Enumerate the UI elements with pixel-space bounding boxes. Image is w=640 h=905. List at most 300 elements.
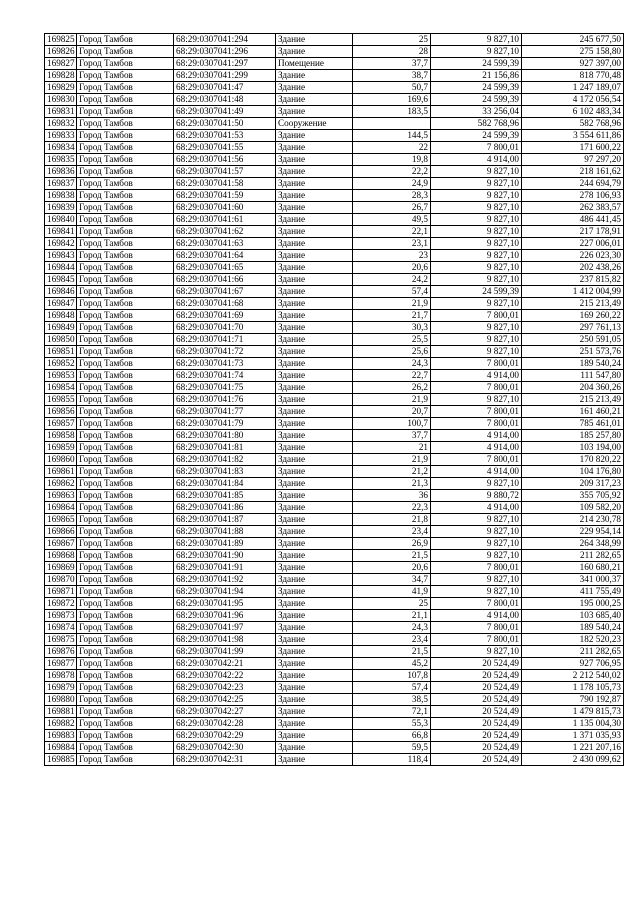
object-type-cell: Здание [276,550,353,562]
table-row [45,46,624,58]
object-type-cell: Здание [276,130,353,142]
cadastral-value-cell: 582 768,96 [522,118,624,130]
table-row [45,454,624,466]
city-cell: Город Тамбов [77,478,174,490]
object-type-cell: Здание [276,166,353,178]
cadastral-value-cell: 4 172 056,54 [522,94,624,106]
unit-price-cell: 9 827,10 [431,478,522,490]
city-cell: Город Тамбов [77,574,174,586]
object-type-cell: Здание [276,706,353,718]
object-type-cell: Здание [276,82,353,94]
row-number-cell: 169825 [45,34,77,46]
object-type-cell: Здание [276,754,353,766]
city-cell: Город Тамбов [77,562,174,574]
object-type-cell: Здание [276,634,353,646]
cadastral-number-cell: 68:29:0307041:62 [174,226,276,238]
cadastral-value-cell: 160 680,21 [522,562,624,574]
table-row [45,394,624,406]
city-cell: Город Тамбов [77,454,174,466]
table-row [45,166,624,178]
table-row [45,34,624,46]
cadastral-number-cell: 68:29:0307042:25 [174,694,276,706]
row-number-cell: 169832 [45,118,77,130]
area-cell: 24,2 [353,274,431,286]
table-row [45,682,624,694]
row-number-cell: 169884 [45,742,77,754]
unit-price-cell: 4 914,00 [431,442,522,454]
unit-price-cell: 9 827,10 [431,202,522,214]
object-type-cell: Здание [276,490,353,502]
unit-price-cell: 21 156,86 [431,70,522,82]
area-cell: 26,7 [353,202,431,214]
object-type-cell: Здание [276,526,353,538]
cadastral-number-cell: 68:29:0307041:87 [174,514,276,526]
unit-price-cell: 24 599,39 [431,130,522,142]
city-cell: Город Тамбов [77,586,174,598]
unit-price-cell: 20 524,49 [431,670,522,682]
city-cell: Город Тамбов [77,682,174,694]
table-row [45,142,624,154]
table-row [45,418,624,430]
unit-price-cell: 9 827,10 [431,346,522,358]
table-row [45,526,624,538]
cadastral-number-cell: 68:29:0307041:61 [174,214,276,226]
table-row [45,550,624,562]
area-cell: 28,3 [353,190,431,202]
cadastral-value-cell: 1 221 207,16 [522,742,624,754]
cadastral-value-cell: 1 135 004,30 [522,718,624,730]
cadastral-value-table [44,33,624,766]
cadastral-number-cell: 68:29:0307041:74 [174,370,276,382]
area-cell: 21,9 [353,394,431,406]
object-type-cell: Здание [276,442,353,454]
object-type-cell: Здание [276,34,353,46]
table-row [45,82,624,94]
cadastral-number-cell: 68:29:0307042:21 [174,658,276,670]
city-cell: Город Тамбов [77,310,174,322]
area-cell: 107,8 [353,670,431,682]
unit-price-cell: 9 827,10 [431,262,522,274]
area-cell: 57,4 [353,286,431,298]
city-cell: Город Тамбов [77,718,174,730]
cadastral-number-cell: 68:29:0307041:99 [174,646,276,658]
table-row [45,658,624,670]
object-type-cell: Здание [276,46,353,58]
cadastral-value-cell: 355 705,92 [522,490,624,502]
object-type-cell: Здание [276,214,353,226]
cadastral-value-cell: 1 178 105,73 [522,682,624,694]
unit-price-cell: 7 800,01 [431,562,522,574]
city-cell: Город Тамбов [77,406,174,418]
table-row [45,154,624,166]
row-number-cell: 169885 [45,754,77,766]
object-type-cell: Здание [276,610,353,622]
unit-price-cell: 7 800,01 [431,454,522,466]
area-cell: 21,7 [353,310,431,322]
cadastral-number-cell: 68:29:0307041:58 [174,178,276,190]
cadastral-value-cell: 195 000,25 [522,598,624,610]
unit-price-cell: 4 914,00 [431,502,522,514]
area-cell: 23,4 [353,526,431,538]
table-row [45,706,624,718]
area-cell [353,118,431,130]
object-type-cell: Здание [276,622,353,634]
cadastral-value-cell: 170 820,22 [522,454,624,466]
object-type-cell: Здание [276,358,353,370]
object-type-cell: Здание [276,262,353,274]
row-number-cell: 169834 [45,142,77,154]
unit-price-cell: 7 800,01 [431,418,522,430]
area-cell: 23,1 [353,238,431,250]
cadastral-number-cell: 68:29:0307041:77 [174,406,276,418]
row-number-cell: 169870 [45,574,77,586]
area-cell: 21,5 [353,550,431,562]
city-cell: Город Тамбов [77,154,174,166]
table-row [45,478,624,490]
unit-price-cell: 7 800,01 [431,142,522,154]
cadastral-value-cell: 278 106,93 [522,190,624,202]
city-cell: Город Тамбов [77,274,174,286]
city-cell: Город Тамбов [77,466,174,478]
object-type-cell: Здание [276,742,353,754]
row-number-cell: 169846 [45,286,77,298]
area-cell: 23,4 [353,634,431,646]
table-row [45,358,624,370]
cadastral-number-cell: 68:29:0307041:84 [174,478,276,490]
cadastral-value-cell: 169 260,22 [522,310,624,322]
table-row [45,646,624,658]
city-cell: Город Тамбов [77,334,174,346]
table-row [45,442,624,454]
row-number-cell: 169848 [45,310,77,322]
row-number-cell: 169836 [45,166,77,178]
area-cell: 37,7 [353,58,431,70]
table-row [45,610,624,622]
area-cell: 21,9 [353,454,431,466]
object-type-cell: Здание [276,190,353,202]
object-type-cell: Здание [276,154,353,166]
cadastral-value-cell: 251 573,76 [522,346,624,358]
area-cell: 21,5 [353,646,431,658]
object-type-cell: Здание [276,514,353,526]
row-number-cell: 169829 [45,82,77,94]
cadastral-number-cell: 68:29:0307041:73 [174,358,276,370]
cadastral-value-cell: 227 006,01 [522,238,624,250]
area-cell: 26,9 [353,538,431,550]
city-cell: Город Тамбов [77,430,174,442]
cadastral-number-cell: 68:29:0307041:69 [174,310,276,322]
cadastral-value-cell: 3 554 611,86 [522,130,624,142]
cadastral-number-cell: 68:29:0307041:50 [174,118,276,130]
area-cell: 50,7 [353,82,431,94]
object-type-cell: Здание [276,202,353,214]
area-cell: 59,5 [353,742,431,754]
city-cell: Город Тамбов [77,502,174,514]
row-number-cell: 169872 [45,598,77,610]
cadastral-value-cell: 2 430 099,62 [522,754,624,766]
cadastral-value-cell: 264 348,99 [522,538,624,550]
cadastral-number-cell: 68:29:0307041:76 [174,394,276,406]
object-type-cell: Здание [276,646,353,658]
cadastral-value-cell: 927 706,95 [522,658,624,670]
unit-price-cell: 24 599,39 [431,82,522,94]
row-number-cell: 169880 [45,694,77,706]
row-number-cell: 169840 [45,214,77,226]
cadastral-number-cell: 68:29:0307041:85 [174,490,276,502]
cadastral-value-cell: 171 600,22 [522,142,624,154]
cadastral-value-cell: 229 954,14 [522,526,624,538]
table-row [45,694,624,706]
object-type-cell: Здание [276,310,353,322]
table-row [45,286,624,298]
table-row [45,382,624,394]
object-type-cell: Здание [276,538,353,550]
cadastral-value-cell: 237 815,82 [522,274,624,286]
object-type-cell: Здание [276,730,353,742]
city-cell: Город Тамбов [77,250,174,262]
city-cell: Город Тамбов [77,298,174,310]
row-number-cell: 169843 [45,250,77,262]
row-number-cell: 169869 [45,562,77,574]
cadastral-number-cell: 68:29:0307041:57 [174,166,276,178]
row-number-cell: 169861 [45,466,77,478]
city-cell: Город Тамбов [77,442,174,454]
area-cell: 21,2 [353,466,431,478]
cadastral-number-cell: 68:29:0307041:92 [174,574,276,586]
cadastral-number-cell: 68:29:0307041:88 [174,526,276,538]
city-cell: Город Тамбов [77,730,174,742]
table-row [45,514,624,526]
city-cell: Город Тамбов [77,46,174,58]
cadastral-value-cell: 111 547,80 [522,370,624,382]
table-row [45,250,624,262]
row-number-cell: 169875 [45,634,77,646]
cadastral-number-cell: 68:29:0307041:65 [174,262,276,274]
unit-price-cell: 9 827,10 [431,250,522,262]
city-cell: Город Тамбов [77,130,174,142]
row-number-cell: 169841 [45,226,77,238]
area-cell: 22,7 [353,370,431,382]
object-type-cell: Здание [276,682,353,694]
area-cell: 169,6 [353,94,431,106]
unit-price-cell: 9 827,10 [431,586,522,598]
cadastral-value-cell: 244 694,79 [522,178,624,190]
table-row [45,742,624,754]
unit-price-cell: 20 524,49 [431,682,522,694]
row-number-cell: 169849 [45,322,77,334]
unit-price-cell: 9 827,10 [431,178,522,190]
table-row [45,238,624,250]
area-cell: 30,3 [353,322,431,334]
table-row [45,70,624,82]
object-type-cell: Здание [276,370,353,382]
cadastral-number-cell: 68:29:0307041:90 [174,550,276,562]
unit-price-cell: 20 524,49 [431,658,522,670]
table-row [45,226,624,238]
table-row [45,94,624,106]
table-row [45,634,624,646]
cadastral-number-cell: 68:29:0307041:86 [174,502,276,514]
table-row [45,190,624,202]
cadastral-number-cell: 68:29:0307041:79 [174,418,276,430]
cadastral-value-cell: 1 412 004,99 [522,286,624,298]
table-row [45,58,624,70]
object-type-cell: Здание [276,298,353,310]
object-type-cell: Здание [276,418,353,430]
cadastral-value-cell: 215 213,49 [522,298,624,310]
table-row [45,490,624,502]
table-row [45,274,624,286]
unit-price-cell: 24 599,39 [431,94,522,106]
row-number-cell: 169826 [45,46,77,58]
row-number-cell: 169862 [45,478,77,490]
cadastral-value-cell: 182 520,23 [522,634,624,646]
cadastral-number-cell: 68:29:0307041:70 [174,322,276,334]
area-cell: 21,9 [353,298,431,310]
area-cell: 24,3 [353,358,431,370]
cadastral-value-cell: 211 282,65 [522,550,624,562]
row-number-cell: 169856 [45,406,77,418]
city-cell: Город Тамбов [77,526,174,538]
city-cell: Город Тамбов [77,694,174,706]
area-cell: 118,4 [353,754,431,766]
cadastral-number-cell: 68:29:0307041:297 [174,58,276,70]
row-number-cell: 169873 [45,610,77,622]
area-cell: 21,3 [353,478,431,490]
area-cell: 41,9 [353,586,431,598]
area-cell: 49,5 [353,214,431,226]
unit-price-cell: 9 827,10 [431,550,522,562]
row-number-cell: 169879 [45,682,77,694]
area-cell: 26,2 [353,382,431,394]
cadastral-number-cell: 68:29:0307041:55 [174,142,276,154]
object-type-cell: Здание [276,238,353,250]
city-cell: Город Тамбов [77,370,174,382]
object-type-cell: Здание [276,70,353,82]
unit-price-cell: 20 524,49 [431,742,522,754]
row-number-cell: 169876 [45,646,77,658]
cadastral-value-cell: 204 360,26 [522,382,624,394]
cadastral-number-cell: 68:29:0307041:97 [174,622,276,634]
unit-price-cell: 20 524,49 [431,706,522,718]
object-type-cell: Здание [276,694,353,706]
unit-price-cell: 20 524,49 [431,718,522,730]
cadastral-value-cell: 2 212 540,02 [522,670,624,682]
object-type-cell: Здание [276,322,353,334]
city-cell: Город Тамбов [77,358,174,370]
area-cell: 45,2 [353,658,431,670]
object-type-cell: Здание [276,382,353,394]
area-cell: 20,7 [353,406,431,418]
unit-price-cell: 4 914,00 [431,466,522,478]
table-row [45,718,624,730]
row-number-cell: 169833 [45,130,77,142]
object-type-cell: Здание [276,598,353,610]
cadastral-number-cell: 68:29:0307041:98 [174,634,276,646]
cadastral-value-cell: 103 194,00 [522,442,624,454]
area-cell: 25,6 [353,346,431,358]
unit-price-cell: 33 256,04 [431,106,522,118]
unit-price-cell: 9 827,10 [431,322,522,334]
cadastral-number-cell: 68:29:0307041:81 [174,442,276,454]
unit-price-cell: 9 827,10 [431,46,522,58]
area-cell: 28 [353,46,431,58]
city-cell: Город Тамбов [77,214,174,226]
cadastral-value-cell: 226 023,30 [522,250,624,262]
city-cell: Город Тамбов [77,178,174,190]
row-number-cell: 169871 [45,586,77,598]
row-number-cell: 169881 [45,706,77,718]
table-body [45,34,624,766]
row-number-cell: 169827 [45,58,77,70]
unit-price-cell: 7 800,01 [431,598,522,610]
area-cell: 37,7 [353,430,431,442]
city-cell: Город Тамбов [77,514,174,526]
table-row [45,562,624,574]
unit-price-cell: 7 800,01 [431,634,522,646]
city-cell: Город Тамбов [77,190,174,202]
object-type-cell: Здание [276,478,353,490]
area-cell: 21 [353,442,431,454]
area-cell: 20,6 [353,562,431,574]
cadastral-value-cell: 341 000,37 [522,574,624,586]
area-cell: 66,8 [353,730,431,742]
table-row [45,262,624,274]
unit-price-cell: 4 914,00 [431,610,522,622]
row-number-cell: 169878 [45,670,77,682]
city-cell: Город Тамбов [77,418,174,430]
cadastral-value-cell: 103 685,40 [522,610,624,622]
cadastral-value-cell: 790 192,87 [522,694,624,706]
unit-price-cell: 9 827,10 [431,538,522,550]
area-cell: 20,6 [353,262,431,274]
table-row [45,622,624,634]
object-type-cell: Здание [276,658,353,670]
unit-price-cell: 4 914,00 [431,370,522,382]
cadastral-number-cell: 68:29:0307041:82 [174,454,276,466]
city-cell: Город Тамбов [77,70,174,82]
city-cell: Город Тамбов [77,754,174,766]
row-number-cell: 169858 [45,430,77,442]
cadastral-number-cell: 68:29:0307042:22 [174,670,276,682]
object-type-cell: Помещение [276,58,353,70]
table-row [45,334,624,346]
row-number-cell: 169863 [45,490,77,502]
table-row [45,118,624,130]
area-cell: 34,7 [353,574,431,586]
row-number-cell: 169845 [45,274,77,286]
city-cell: Город Тамбов [77,118,174,130]
row-number-cell: 169844 [45,262,77,274]
cadastral-number-cell: 68:29:0307042:30 [174,742,276,754]
city-cell: Город Тамбов [77,598,174,610]
cadastral-value-cell: 1 479 815,73 [522,706,624,718]
object-type-cell: Здание [276,574,353,586]
city-cell: Город Тамбов [77,646,174,658]
city-cell: Город Тамбов [77,634,174,646]
cadastral-number-cell: 68:29:0307041:72 [174,346,276,358]
cadastral-value-cell: 189 540,24 [522,622,624,634]
row-number-cell: 169838 [45,190,77,202]
city-cell: Город Тамбов [77,670,174,682]
table-row [45,598,624,610]
cadastral-value-cell: 1 247 189,07 [522,82,624,94]
cadastral-value-cell: 161 460,21 [522,406,624,418]
cadastral-value-cell: 214 230,78 [522,514,624,526]
row-number-cell: 169850 [45,334,77,346]
area-cell: 38,7 [353,70,431,82]
area-cell: 19,8 [353,154,431,166]
